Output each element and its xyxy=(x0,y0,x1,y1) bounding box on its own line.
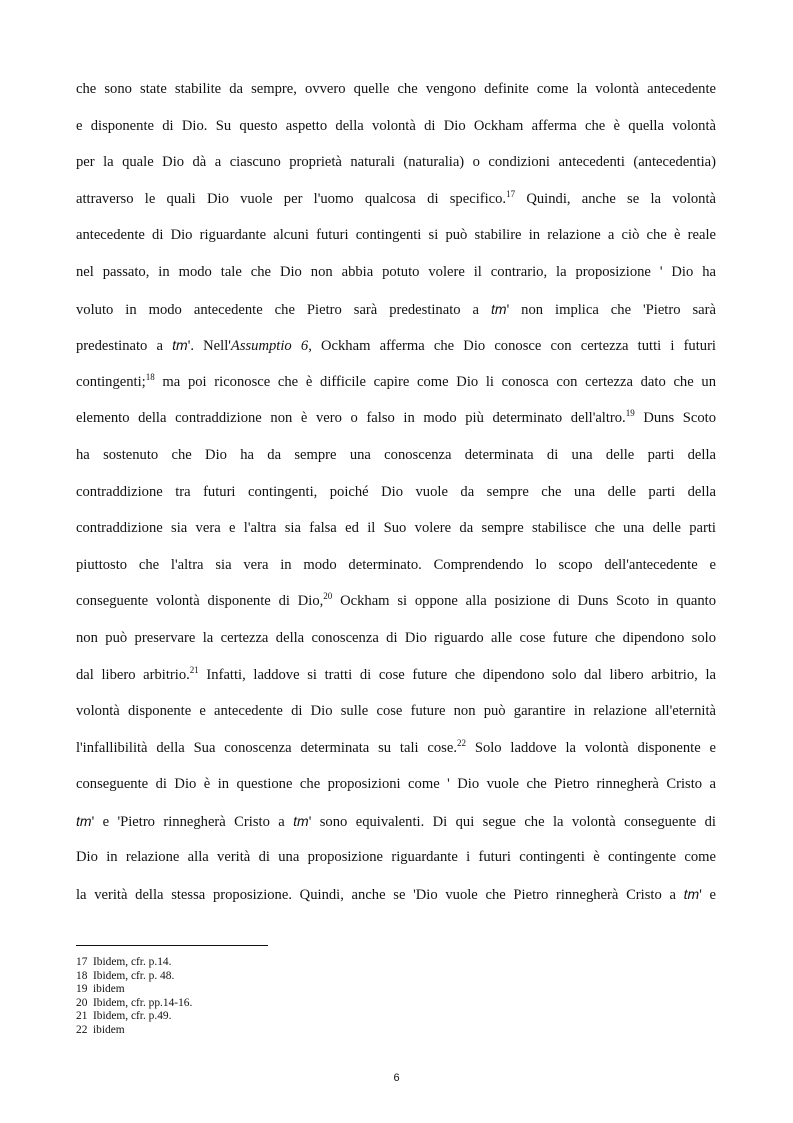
text-line: la verità della stessa proposizione. Quindi, anche se 'Dio vuole che Pietro rinnegherà Cristo a tm' e xyxy=(76,886,716,904)
text-line: contraddizione sia vera e l'altra sia falsa ed il Suo volere da sempre stabilisce che una delle parti xyxy=(76,520,716,537)
text-line: piuttosto che l'altra sia vera in modo determinato. Comprendendo lo scopo dell'antecedente e xyxy=(76,556,716,573)
assumptio-title: Assumptio 6 xyxy=(230,338,309,355)
footnote-18: 18 Ibidem, cfr. p. 48. xyxy=(76,969,175,982)
footnote-separator xyxy=(76,945,268,946)
tm-term: tm xyxy=(683,886,700,903)
footnote-ref-22[interactable]: 22 xyxy=(456,737,466,748)
tm-term: tm xyxy=(172,337,188,354)
footnote-ref-17[interactable]: 17 xyxy=(506,188,516,199)
text-line: tm' e 'Pietro rinnegherà Cristo a tm' sono equivalenti. Di qui segue che la volontà conseguente di xyxy=(76,812,716,830)
footnote-ref-18[interactable]: 18 xyxy=(145,371,155,382)
page-number: 6 xyxy=(393,1072,400,1084)
footnote-19: 19 ibidem xyxy=(76,983,125,996)
text-line: che sono state stabilite da sempre, ovvero quelle che vengono definite come la volontà antecedente xyxy=(76,81,716,97)
body-paragraph xyxy=(76,71,716,913)
footnote-ref-20[interactable]: 20 xyxy=(323,591,333,602)
text-line: voluto in modo antecedente che Pietro sarà predestinato a tm' non implica che 'Pietro sarà xyxy=(76,300,716,318)
footnote-22: 22 ibidem xyxy=(76,1023,125,1036)
footnote-ref-19[interactable]: 19 xyxy=(625,408,635,419)
text-line: conseguente volontà disponente di Dio,$^{20}$ Ockham si oppone alla posizione di Duns Scoto in quanto xyxy=(76,591,717,610)
text-line: ha sostenuto che Dio ha da sempre una conoscenza determinata di una delle parti della xyxy=(76,446,716,463)
text-line: e disponente di Dio. Su questo aspetto della volontà di Dio Ockham afferma che è quella volontà xyxy=(76,117,716,134)
text-line: Dio in relazione alla verità di una proposizione riguardante i futuri contingenti è contingente come xyxy=(76,849,716,866)
footnote-17: 17 Ibidem, cfr. p.14. xyxy=(76,956,172,968)
tm-term: tm xyxy=(293,812,309,829)
text-line: conseguente di Dio è in questione che proposizioni come ' Dio vuole che Pietro rinnegherà Cristo a xyxy=(76,776,716,793)
text-line: per la quale Dio dà a ciascuno proprietà naturali (naturalia) o condizioni antecedenti (antecedentia) xyxy=(76,154,716,171)
text-line: non può preservare la certezza della conoscenza di Dio riguardo alle cose future che dipendono solo xyxy=(76,629,716,646)
text-line: l'infallibilità della Sua conoscenza determinata su tali cose.$^{22}$ Solo laddove la volontà disponente e xyxy=(76,737,716,756)
text-line: elemento della contraddizione non è vero o falso in modo più determinato dell'altro.$^{19}$ Duns Scoto xyxy=(76,408,716,427)
text-line: dal libero arbitrio.$^{21}$ Infatti, laddove si tratti di cose future che dipendono solo dal libero arbitrio, la xyxy=(76,664,716,683)
footnote-ref-21[interactable]: 21 xyxy=(189,664,199,675)
text-line: contraddizione tra futuri contingenti, poiché Dio vuole da sempre che una delle parti della xyxy=(76,483,716,500)
footnotes xyxy=(76,956,192,1038)
text-line: contingenti;$^{18}$ ma poi riconosce che è difficile capire come Dio li conosca con certezza dato che un xyxy=(76,371,716,390)
text-line: volontà disponente e antecedente di Dio sulle cose future non può garantire in relazione all'eternità xyxy=(76,703,716,720)
text-line: predestinato a tm'. Nell'Assumptio 6, Ockham afferma che Dio conosce con certezza tutti i futuri xyxy=(76,337,716,355)
tm-term: tm xyxy=(491,300,507,317)
tm-term: tm xyxy=(76,812,92,829)
text-line: nel passato, in modo tale che Dio non abbia potuto volere il contrario, la proposizione ' Dio ha xyxy=(76,263,716,280)
text-line: attraverso le quali Dio vuole per l'uomo qualcosa di specifico.$^{17}$ Quindi, anche se la volontà xyxy=(76,188,717,207)
footnote-21: 21 Ibidem, cfr. p.49. xyxy=(76,1010,172,1023)
footnote-20: 20 Ibidem, cfr. pp.14-16. xyxy=(76,996,193,1009)
text-line: antecedente di Dio riguardante alcuni futuri contingenti si può stabilire in relazione a ciò che è reale xyxy=(76,227,716,244)
